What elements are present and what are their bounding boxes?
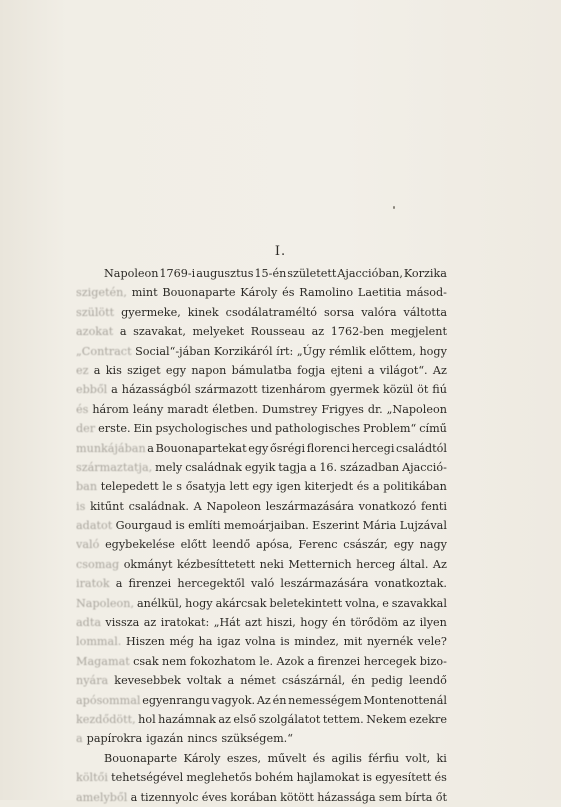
word: beletekintett (269, 596, 343, 610)
word: életben. (212, 402, 259, 416)
word: 15-én (254, 267, 287, 280)
word: családnak (185, 460, 242, 474)
word: rémlik (329, 344, 366, 358)
word: sorsa (324, 305, 355, 319)
word: s (176, 480, 182, 494)
word: dr. (367, 402, 383, 416)
word: vonatkozó (358, 499, 417, 513)
word: családtól (396, 441, 447, 455)
text-line (76, 342, 447, 361)
word: tehetségével (111, 771, 184, 785)
word: azt (244, 616, 262, 630)
word: mint (131, 286, 158, 300)
word: volna (245, 635, 276, 649)
word: ebből (76, 383, 108, 397)
word: sziget (127, 363, 161, 377)
word: „Napoleon (386, 402, 447, 416)
word: Ajaccióban, (337, 267, 403, 280)
word: „Hát (213, 616, 241, 630)
word: hercegek (363, 654, 417, 668)
word: említi (188, 519, 221, 533)
word: mely (155, 460, 183, 474)
text-line (76, 380, 447, 399)
text-line (76, 497, 447, 516)
text-line (76, 535, 447, 554)
word: a (309, 460, 317, 474)
word: 1769-i (159, 267, 196, 280)
word: szigetén, (76, 286, 127, 300)
word: Ramolino (299, 286, 354, 300)
word: a (130, 790, 138, 804)
word: Problem“ (362, 422, 417, 436)
word: származott (194, 383, 258, 397)
word: lett (229, 480, 249, 494)
word: nem (162, 654, 187, 668)
word: azokat (76, 325, 114, 339)
word: agilis (331, 751, 362, 765)
word: volna, (345, 596, 380, 610)
word: a (115, 577, 123, 591)
word: és (282, 286, 295, 300)
word: világot“. (379, 363, 428, 377)
word: hajlamokat (296, 771, 360, 785)
word: ezekre (409, 712, 447, 726)
text-line (76, 264, 447, 283)
word: memoárjaiban. (223, 519, 309, 533)
word: gyermeke, (121, 305, 181, 319)
word: Napoleon (206, 499, 261, 513)
word: Nekem (366, 712, 407, 726)
word: Az (256, 693, 271, 707)
text-line (76, 439, 447, 458)
word: leendő (408, 674, 447, 688)
word: egyik (244, 460, 276, 474)
word: Lujzával (399, 519, 447, 533)
word: bizo- (419, 654, 447, 668)
word: a (119, 325, 127, 339)
word: hercegi (351, 441, 395, 455)
word: psychologisches (155, 422, 248, 436)
word: apósommal (76, 693, 141, 707)
word: hogy (185, 596, 213, 610)
word: Napoleon, (76, 596, 135, 610)
text-line (76, 303, 447, 322)
word: született (287, 267, 337, 280)
word: szavakkal (391, 596, 447, 610)
word: kis (105, 363, 122, 377)
word: német (240, 674, 276, 688)
word: a (307, 654, 315, 668)
text-line (76, 516, 447, 535)
word: kinek (187, 305, 219, 319)
word: tizennyolc (140, 790, 199, 804)
word: a (147, 441, 154, 455)
word: Korzikáról (213, 344, 273, 358)
word: is (362, 771, 372, 785)
word: még (169, 635, 194, 649)
word: és (356, 480, 370, 494)
word: egy (165, 363, 187, 377)
word: fenti (420, 499, 447, 513)
word: leszármazására (280, 577, 369, 591)
word: szavakat, (133, 325, 186, 339)
word: a (111, 383, 118, 397)
word: bohém (255, 771, 294, 785)
text-line (76, 283, 447, 302)
word: kitűnt (90, 499, 124, 513)
word: Az (432, 363, 447, 377)
word: Metternich (288, 557, 352, 571)
word: is (280, 635, 290, 649)
word: sem (378, 790, 402, 804)
text-line (76, 729, 447, 748)
word: században (340, 460, 400, 474)
word: hol (138, 712, 156, 726)
word: tagja (278, 460, 307, 474)
word: vissza (105, 616, 140, 630)
word: ősatyja (185, 480, 226, 494)
word: házasságból (121, 383, 191, 397)
word: maradt (167, 402, 209, 416)
word: kézbesíttetett (177, 557, 256, 571)
word: férfiu (368, 751, 400, 765)
word: hogy (419, 344, 447, 358)
word: bámulatba (231, 363, 292, 377)
word: e (382, 596, 389, 610)
word: által. (399, 557, 429, 571)
word: leány (132, 402, 164, 416)
word: első (233, 712, 257, 726)
word: und (250, 422, 273, 436)
word: erste. (98, 422, 131, 436)
word: közül (383, 383, 414, 397)
word: művelt (267, 751, 307, 765)
word: ban (76, 480, 98, 494)
word: Bouonapartekat (155, 441, 247, 455)
word: az (402, 616, 416, 630)
word: költői (76, 771, 108, 785)
word: törődöm (350, 616, 399, 630)
word: császár, (343, 538, 388, 552)
word: kötött (280, 790, 314, 804)
word: firenzei (317, 654, 361, 668)
word: fokozhatom (189, 654, 256, 668)
word: florenci (306, 441, 350, 455)
word: és (76, 402, 89, 416)
word: Károly (240, 286, 278, 300)
word: adatot (76, 519, 113, 533)
text-line (76, 594, 447, 613)
word: nagy (419, 538, 447, 552)
word: Dumstrey (262, 402, 318, 416)
word: három (92, 402, 129, 416)
word: politikában (383, 480, 447, 494)
word: korában (230, 790, 277, 804)
word: csomag (76, 557, 120, 571)
word: nemességem (288, 693, 362, 707)
word: iratokat: (160, 616, 210, 630)
word: Montenottenál (363, 693, 447, 707)
word: is (76, 499, 86, 513)
word: hercegektől (177, 577, 245, 591)
word: ilyen (419, 616, 447, 630)
word: nyára (76, 674, 109, 688)
word: igazán (146, 732, 184, 746)
word: szükségem.“ (221, 732, 293, 746)
word: Károly (183, 751, 221, 765)
word: Ajacció- (402, 460, 447, 474)
word: tizenhárom (261, 383, 326, 397)
word: mindez, (294, 635, 339, 649)
word: leszármazására (265, 499, 354, 513)
word: adta (76, 616, 101, 630)
text-line (76, 691, 447, 710)
word: vele? (417, 635, 447, 649)
word: szolgálatot (258, 712, 321, 726)
word: Social“-jában (135, 344, 211, 358)
word: napon (191, 363, 227, 377)
text-line (76, 322, 447, 341)
word: egyesített (375, 771, 432, 785)
word: származtatja, (76, 460, 153, 474)
word: hiszi, (266, 616, 296, 630)
text-line (76, 400, 447, 419)
word: ez (76, 363, 89, 377)
word: herceg (356, 557, 396, 571)
word: kiterjedt (304, 480, 354, 494)
word: melyeket (192, 325, 245, 339)
word: igaz (217, 635, 241, 649)
word: másod- (406, 286, 447, 300)
word: egybekelése (105, 538, 175, 552)
text-line (76, 768, 447, 787)
word: le (162, 480, 173, 494)
word: firenzei (128, 577, 172, 591)
word: okmányt (123, 557, 173, 571)
word: is (175, 519, 185, 533)
word: császárnál, (281, 674, 346, 688)
word: tettem. (322, 712, 364, 726)
word: a (93, 363, 101, 377)
word: Az (432, 557, 447, 571)
word: előtt (180, 538, 207, 552)
word: Bouonaparte (162, 286, 236, 300)
word: Gourgaud (115, 519, 173, 533)
word: mit (343, 635, 363, 649)
word: hogy (300, 616, 328, 630)
word: egy (393, 538, 414, 552)
word: ha (198, 635, 213, 649)
word: Azok (276, 654, 305, 668)
word: Ein (133, 422, 153, 436)
word: telepedett (100, 480, 159, 494)
text-line (76, 632, 447, 651)
text-line (76, 749, 447, 768)
text-line (76, 671, 447, 690)
word: akárcsak (215, 596, 267, 610)
word: váltotta (403, 305, 447, 319)
word: a (372, 480, 380, 494)
word: a (367, 363, 375, 377)
word: egy (248, 441, 269, 455)
word: megjelent (390, 325, 447, 339)
word: házassága (317, 790, 376, 804)
word: előttem, (369, 344, 416, 358)
word: meglehetős (186, 771, 252, 785)
word: ki (436, 751, 447, 765)
word: le. (259, 654, 274, 668)
word: egyenrangu (142, 693, 210, 707)
word: szülött (76, 305, 115, 319)
word: nincs (187, 732, 218, 746)
text-line (76, 555, 447, 574)
word: éves (201, 790, 228, 804)
text-line (76, 458, 447, 477)
paper-speck (393, 206, 395, 209)
word: Ferenc (298, 538, 338, 552)
chapter-heading: I. (274, 244, 287, 259)
word: és (434, 771, 447, 785)
word: anélkül, (137, 596, 183, 610)
word: apósa, (256, 538, 293, 552)
text-line (76, 574, 447, 593)
word: Napoleon (104, 267, 159, 280)
word: Frigyes (321, 402, 364, 416)
word: amelyből (76, 790, 128, 804)
word: der (76, 422, 96, 436)
word: gyermek (329, 383, 380, 397)
word: kezdődött, (76, 712, 136, 726)
word: augusztus (196, 267, 254, 280)
word: Korzika (403, 267, 447, 280)
word: a (76, 732, 83, 746)
text-line (76, 613, 447, 632)
word: csak (133, 654, 159, 668)
word: „Contract (76, 344, 132, 358)
word: iratok (76, 577, 110, 591)
word: volt, (405, 751, 431, 765)
word: én (351, 674, 366, 688)
word: papírokra (86, 732, 143, 746)
word: Eszerint (312, 519, 360, 533)
word: én (332, 616, 346, 630)
word: „Úgy (296, 344, 326, 358)
text-line (76, 419, 447, 438)
word: neki (259, 557, 284, 571)
text-line (76, 710, 447, 729)
word: című (419, 422, 447, 436)
word: csodálatraméltó (225, 305, 318, 319)
word: öt (417, 383, 429, 397)
word: ejteni (330, 363, 363, 377)
word: pathologisches (275, 422, 360, 436)
word: családnak. (128, 499, 189, 513)
word: az (311, 325, 325, 339)
word: őt (435, 790, 447, 804)
word: voltak (186, 674, 222, 688)
word: fogja (297, 363, 326, 377)
word: leendő (212, 538, 251, 552)
word: bírta (405, 790, 433, 804)
chapter-body-text (76, 264, 447, 807)
word: igen (276, 480, 301, 494)
word: pedig (371, 674, 403, 688)
text-line (76, 361, 447, 380)
word: vonatkoztak. (374, 577, 447, 591)
word: eszes, (226, 751, 262, 765)
word: való (76, 538, 100, 552)
word: valóra (361, 305, 397, 319)
word: A (193, 499, 202, 513)
word: vagyok. (211, 693, 256, 707)
word: 1762-ben (330, 325, 385, 339)
word: ősrégi (269, 441, 306, 455)
text-line (76, 652, 447, 671)
word: és (312, 751, 326, 765)
word: én (272, 693, 287, 707)
word: Bouonaparte (104, 751, 178, 765)
word: a (227, 674, 235, 688)
word: való (250, 577, 275, 591)
word: fiú (432, 383, 447, 397)
word: kevesebbek (114, 674, 181, 688)
word: nyernék (366, 635, 414, 649)
word: írt: (276, 344, 294, 358)
text-line (76, 788, 447, 807)
word: Laetitia (357, 286, 402, 300)
word: Rousseau (250, 325, 306, 339)
word: munkájában (76, 441, 146, 455)
word: 16. (319, 460, 338, 474)
text-line (76, 477, 447, 496)
word: az (218, 712, 231, 726)
word: az (143, 616, 157, 630)
word: egy (252, 480, 273, 494)
word: Hiszen (126, 635, 165, 649)
word: hazámnak (158, 712, 216, 726)
word: Magamat (76, 654, 130, 668)
word: Mária (362, 519, 397, 533)
word: lommal. (76, 635, 122, 649)
